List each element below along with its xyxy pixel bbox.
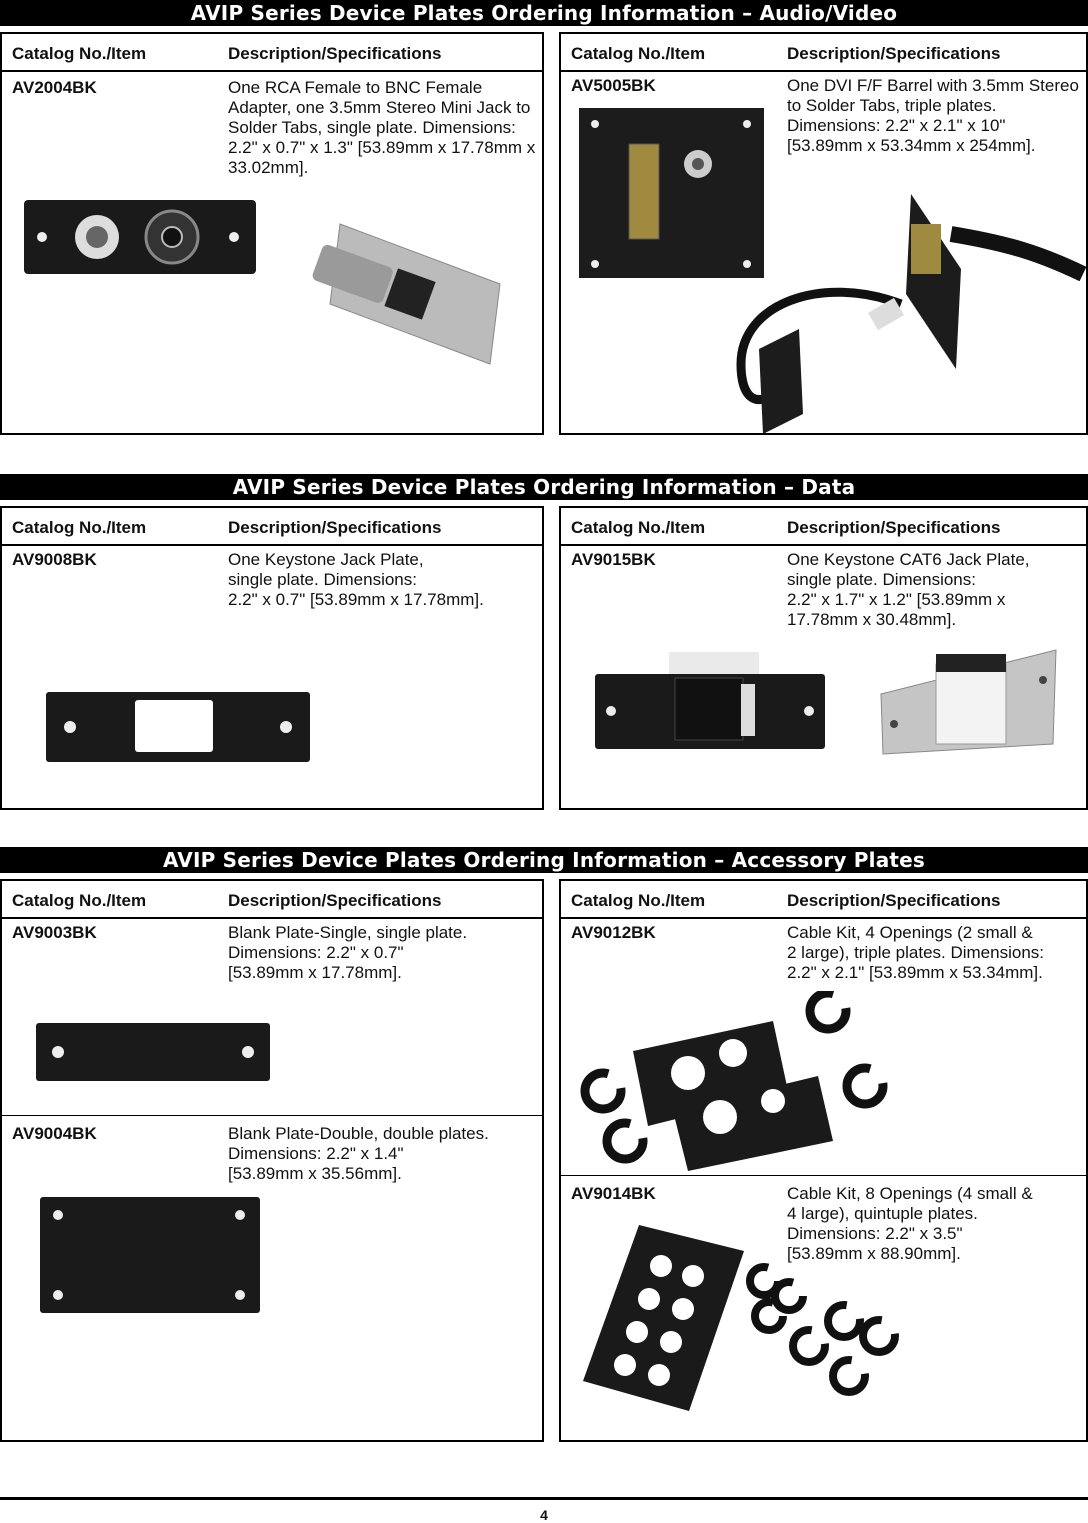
footer-rule (0, 1497, 1088, 1500)
column-header-description: Description/Specifications (228, 44, 442, 63)
column-header-description: Description/Specifications (228, 518, 442, 537)
product-row-av9003bk (2, 915, 542, 1115)
av9003bk-photo (32, 1019, 282, 1085)
section-title-audio-video: AVIP Series Device Plates Ordering Information – Audio/Video (0, 0, 1088, 26)
catalog-number: AV9004BK (12, 1124, 97, 1143)
column-header-catalog: Catalog No./Item (571, 44, 706, 63)
accessory-right-table (559, 879, 1088, 1442)
product-description: Cable Kit, 4 Openings (2 small & 2 large), triple plates. Dimensions: 2.2" x 2.1" [53.89mm x 53.34mm]. (787, 923, 1045, 982)
column-header-catalog: Catalog No./Item (12, 44, 147, 63)
column-header-description: Description/Specifications (787, 44, 1001, 63)
product-description: Cable Kit, 8 Openings (4 small & 4 large), quintuple plates. Dimensions: 2.2" x 3.5" [53.89mm x 88.90mm]. (787, 1184, 1033, 1263)
column-header (2, 881, 542, 919)
column-header-catalog: Catalog No./Item (571, 891, 706, 910)
catalog-number: AV9003BK (12, 923, 97, 942)
av-left-table (0, 32, 544, 435)
accessory-left-table (0, 879, 544, 1442)
column-header-catalog: Catalog No./Item (12, 891, 147, 910)
column-header-description: Description/Specifications (787, 891, 1001, 910)
column-header (2, 508, 542, 546)
data-left-table (0, 506, 544, 810)
section-title-data: AVIP Series Device Plates Ordering Information – Data (0, 474, 1088, 500)
column-header (561, 508, 1086, 546)
column-header-catalog: Catalog No./Item (571, 518, 706, 537)
column-header (561, 34, 1086, 72)
data-right-table (559, 506, 1088, 810)
product-description: One DVI F/F Barrel with 3.5mm Stereo to Solder Tabs, triple plates. Dimensions: 2.2" x 2.1" x 10" [53.89mm x 53.34mm x 254mm]. (787, 76, 1079, 155)
column-header-description: Description/Specifications (228, 891, 442, 910)
product-description: One Keystone CAT6 Jack Plate, single plate. Dimensions: 2.2" x 1.7" x 1.2" [53.89mm x 17.78mm x 30.48mm]. (787, 550, 1030, 629)
av-right-table (559, 32, 1088, 435)
catalog-number: AV5005BK (571, 76, 656, 95)
product-description: One Keystone Jack Plate, single plate. Dimensions: 2.2" x 0.7" [53.89mm x 17.78mm]. (228, 550, 484, 609)
av9012bk-photo (573, 991, 903, 1171)
product-row-av9008bk (2, 542, 542, 808)
column-header (2, 34, 542, 72)
column-header (561, 881, 1086, 919)
av9008bk-photo (42, 688, 322, 768)
product-description: Blank Plate-Single, single plate. Dimensions: 2.2" x 0.7" [53.89mm x 17.78mm]. (228, 923, 468, 982)
catalog-number: AV9012BK (571, 923, 656, 942)
catalog-number: AV9014BK (571, 1184, 656, 1203)
column-header-description: Description/Specifications (787, 518, 1001, 537)
page-number: 4 (540, 1507, 548, 1523)
av5005bk-photo (571, 104, 1086, 434)
av9014bk-photo (579, 1221, 909, 1411)
section-title-accessory-plates: AVIP Series Device Plates Ordering Information – Accessory Plates (0, 847, 1088, 873)
av2004bk-photo (20, 194, 530, 374)
catalog-number: AV9008BK (12, 550, 97, 569)
catalog-number: AV9015BK (571, 550, 656, 569)
product-description: One RCA Female to BNC Female Adapter, one 3.5mm Stereo Mini Jack to Solder Tabs, single plate. Dimensions: 2.2" x 0.7" x 1.3" [53.89mm x 17.78mm x 33.02mm]. (228, 78, 536, 177)
column-header-catalog: Catalog No./Item (12, 518, 147, 537)
product-description: Blank Plate-Double, double plates. Dimensions: 2.2" x 1.4" [53.89mm x 35.56mm]. (228, 1124, 489, 1183)
av9004bk-photo (36, 1193, 266, 1317)
av9015bk-photo (591, 644, 1071, 774)
catalog-number: AV2004BK (12, 78, 97, 97)
